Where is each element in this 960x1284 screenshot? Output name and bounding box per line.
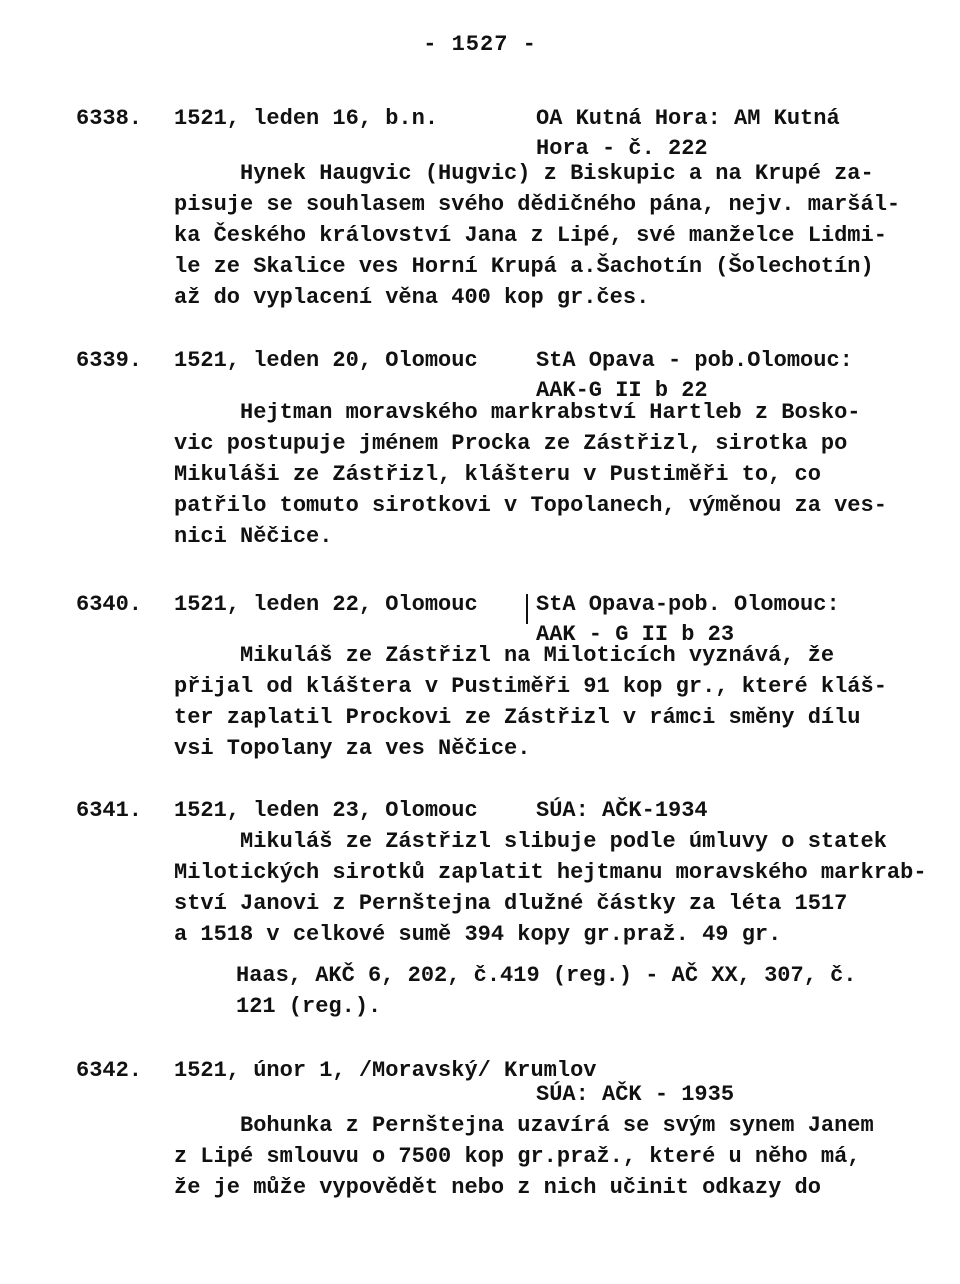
entry-date: 1521, leden 20, Olomouc: [174, 348, 478, 373]
entry-text: Hejtman moravského markrabství Hartleb z Bosko- vic postupuje jménem Procka ze Zástřizl, sirotka po Mikuláši ze Zástřizl, klášteru v Pustiměři to, co patřilo tomuto sirotkovi v Topolanech, výměnou za ves- nici Něčice.: [174, 400, 887, 549]
page-number: - 1527 -: [423, 32, 537, 57]
entry-archive: OA Kutná Hora: AM Kutná Hora - č. 222: [536, 106, 840, 161]
entry-archive: SÚA: AČK-1934: [536, 798, 708, 823]
entry-text: Bohunka z Pernštejna uzavírá se svým synem Janem z Lipé smlouvu o 7500 kop gr.praž., které u něho má, že je může vypovědět nebo z nich učinit odkazy do: [174, 1113, 874, 1200]
entry-text: Mikuláš ze Zástřizl na Miloticích vyznává, že přijal od kláštera v Pustiměři 91 kop gr., které kláš- ter zaplatil Prockovi ze Zástřizl v rámci směny dílu vsi Topolany za ves Něčice.: [174, 643, 887, 761]
entry-text: Hynek Haugvic (Hugvic) z Biskupic a na Krupé za- pisuje se souhlasem svého dědičného pána, nejv. maršál- ka Českého království Jana z Lipé, své manželce Lidmi- le ze Skalice ves Horní Krupá a.Šachotín (Šolechotín) až do vyplacení věna 400 kop gr.čes.: [174, 161, 901, 310]
entry-text: Mikuláš ze Zástřizl slibuje podle úmluvy o statek Milotických sirotků zaplatit hejtmanu moravského markrab- ství Janovi z Pernštejna dlužné částky za léta 1517 a 1518 v celkové sumě 394 kopy gr.praž. 49 gr.: [174, 829, 927, 947]
entry-date: 1521, únor 1, /Moravský/ Krumlov: [174, 1058, 597, 1083]
entry-number: 6340.: [76, 592, 143, 617]
entry-date: 1521, leden 23, Olomouc: [174, 798, 478, 823]
entry-number: 6338.: [76, 106, 143, 131]
entry-reference: Haas, AKČ 6, 202, č.419 (reg.) - AČ XX, 307, č. 121 (reg.).: [236, 963, 857, 1019]
entry-archive: StA Opava-pob. Olomouc: AAK - G II b 23: [536, 592, 840, 647]
margin-bar: [526, 594, 528, 624]
entry-number: 6342.: [76, 1058, 143, 1083]
entry-date: 1521, leden 16, b.n.: [174, 106, 439, 131]
entry-archive: StA Opava - pob.Olomouc: AAK-G II b 22: [536, 348, 853, 403]
entry-date: 1521, leden 22, Olomouc: [174, 592, 478, 617]
entry-number: 6341.: [76, 798, 143, 823]
entry-number: 6339.: [76, 348, 143, 373]
entry-archive: SÚA: AČK - 1935: [536, 1082, 735, 1107]
